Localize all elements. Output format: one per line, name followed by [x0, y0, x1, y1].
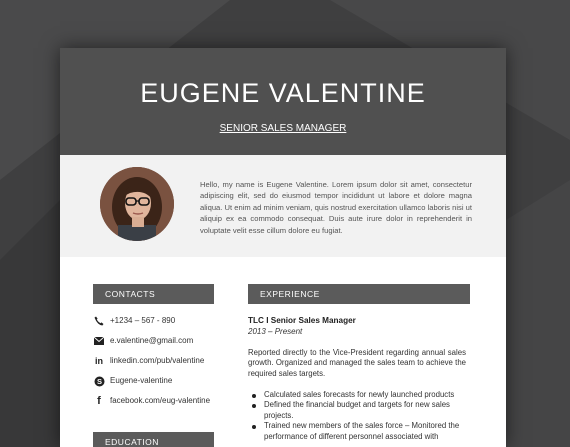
- contact-text: linkedin.com/pub/valentine: [110, 356, 205, 365]
- linkedin-icon: in: [95, 356, 103, 366]
- intro-section: [60, 155, 506, 257]
- contact-text: +1234 – 567 - 890: [110, 316, 176, 325]
- envelope-icon: [93, 335, 105, 347]
- facebook-icon: f: [97, 395, 101, 407]
- resume-page: [60, 48, 506, 447]
- list-item: Trained new members of the sales force – Monitored the performance of different personnel associated with: [248, 421, 468, 442]
- candidate-name: EUGENE VALENTINE: [140, 78, 426, 108]
- profile-photo: [100, 167, 174, 241]
- experience-bullets: [248, 390, 468, 442]
- education-heading: EDUCATION: [93, 432, 214, 447]
- contacts-heading: CONTACTS: [93, 284, 214, 304]
- experience-description: Reported directly to the Vice-President regarding annual sales growth. Organized and managed the sales team to achieve the required sales targets.: [248, 348, 466, 378]
- bio-text: Hello, my name is Eugene Valentine. Lorem ipsum dolor sit amet, consectetur adipiscing elit, sed do eiusmod tempor incididunt ut labore et dolore magna aliqua. Ut enim ad minim veniam, quis nostrud exercitation ullamco laboris nisi ut aliquip ex ea commodo consequat. Duis aute irure dolor in reprehenderit in voluptate velit esse cillum dolore eu fugiat.: [200, 180, 472, 235]
- skype-icon: [93, 375, 105, 387]
- contact-text: facebook.com/eug-valentine: [110, 396, 211, 405]
- contact-text: Eugene-valentine: [110, 376, 173, 385]
- contact-text: e.valentine@gmail.com: [110, 336, 194, 345]
- list-item: Calculated sales forecasts for newly launched products: [248, 390, 468, 400]
- phone-icon: [93, 315, 105, 327]
- svg-text:S: S: [96, 376, 102, 386]
- list-item: Defined the financial budget and targets for new sales projects.: [248, 400, 468, 421]
- resume-header: [60, 48, 506, 155]
- experience-heading: EXPERIENCE: [248, 284, 470, 304]
- experience-dates: 2013 – Present: [248, 327, 303, 336]
- job-title: SENIOR SALES MANAGER: [219, 123, 347, 134]
- experience-job-title: TLC I Senior Sales Manager: [248, 316, 356, 325]
